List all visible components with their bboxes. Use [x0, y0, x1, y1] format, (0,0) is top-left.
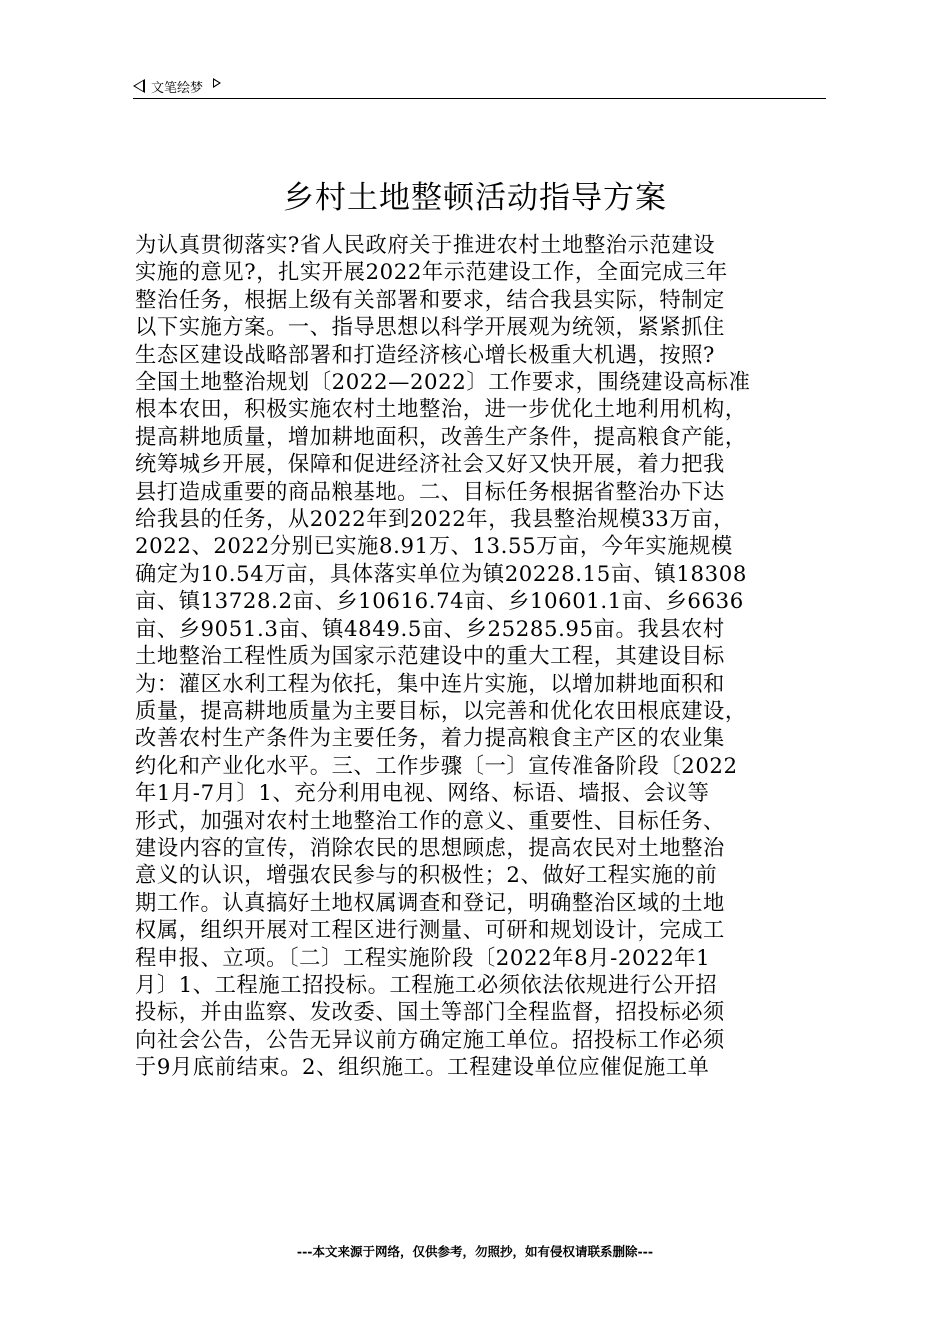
- body-text-line: 建设内容的宣传，消除农民的思想顾虑，提高农民对土地整治: [135, 835, 725, 861]
- body-text-line: 程申报、立项。〔二〕工程实施阶段〔2022年8月-2022年1: [135, 945, 711, 971]
- body-text-line: 亩、乡9051.3亩、镇4849.5亩、乡25285.95亩。我县农村: [135, 616, 725, 642]
- body-text-line: 为认真贯彻落实?省人民政府关于推进农村土地整治示范建设: [135, 233, 716, 258]
- body-text-line: 投标，并由监察、发改委、国土等部门全程监督，招投标必须: [135, 1000, 725, 1026]
- body-text-line: 确定为10.54万亩，具体落实单位为镇20228.15亩、镇18308: [135, 561, 747, 587]
- body-text-line: 亩、镇13728.2亩、乡10616.74亩、乡10601.1亩、乡6636: [135, 589, 744, 615]
- body-text-line: 全国土地整治规划〔2022—2022〕工作要求，围绕建设高标准: [135, 370, 751, 396]
- body-text-line: 提高耕地质量，增加耕地面积，改善生产条件，提高粮食产能，: [135, 424, 747, 450]
- triangle-right-icon: [213, 78, 221, 88]
- body-text-line: 实施的意见?，扎实开展2022年示范建设工作，全面完成三年: [135, 260, 728, 286]
- body-text-line: 县打造成重要的商品粮基地。二、目标任务根据省整治办下达: [135, 479, 725, 505]
- body-text-line: 以下实施方案。一、指导思想以科学开展观为统领，紧紧抓住: [135, 315, 725, 341]
- body-text-line: 给我县的任务，从2022年到2022年，我县整治规模33万亩，: [135, 507, 735, 533]
- body-text-line: 月〕1、工程施工招投标。工程施工必须依法依规进行公开招: [135, 972, 718, 998]
- document-body: [135, 232, 835, 1082]
- body-text-line: 质量，提高耕地质量为主要目标，以完善和优化农田根底建设，: [135, 698, 747, 724]
- body-text-line: 期工作。认真搞好土地权属调查和登记，明确整治区域的土地: [135, 890, 725, 916]
- body-text-line: 于9月底前结束。2、组织施工。工程建设单位应催促施工单: [135, 1055, 710, 1081]
- triangle-left-icon: [133, 79, 145, 93]
- body-text-line: 为：灌区水利工程为依托，集中连片实施，以增加耕地面积和: [135, 671, 725, 697]
- document-title: 乡村土地整顿活动指导方案: [283, 180, 667, 216]
- body-text-line: 改善农村生产条件为主要任务，着力提高粮食主产区的农业集: [135, 726, 725, 752]
- body-text-line: 根本农田，积极实施农村土地整治，进一步优化土地利用机构，: [135, 397, 747, 423]
- body-text-line: 意义的认识，增强农民参与的积极性；2、做好工程实施的前: [135, 863, 718, 889]
- body-text-line: 土地整治工程性质为国家示范建设中的重大工程，其建设目标: [135, 644, 725, 670]
- footer-notice: ---本文来源于网络，仅供参考，勿照抄，如有侵权请联系删除---: [296, 1244, 654, 1259]
- body-text-line: 形式，加强对农村土地整治工作的意义、重要性、目标任务、: [135, 808, 725, 834]
- body-text-line: 年1月-7月〕1、充分利用电视、网络、标语、墙报、会议等: [135, 781, 710, 807]
- body-text-line: 2022、2022分别已实施8.91万、13.55万亩，今年实施规模: [135, 534, 733, 560]
- body-text-line: 整治任务，根据上级有关部署和要求，结合我县实际，特制定: [135, 287, 725, 313]
- header-divider: [133, 98, 826, 99]
- body-text-line: 权属，组织开展对工程区进行测量、可研和规划设计，完成工: [135, 918, 725, 944]
- body-text-line: 约化和产业化水平。三、工作步骤〔一〕宣传准备阶段〔2022: [135, 753, 738, 779]
- body-text-line: 统筹城乡开展，保障和促进经济社会又好又快开展，着力把我: [135, 452, 725, 478]
- header-brand: 文笔绘梦: [151, 80, 204, 96]
- body-text-line: 生态区建设战略部署和打造经济核心增长极重大机遇，按照?: [135, 342, 716, 368]
- body-text-line: 向社会公告，公告无异议前方确定施工单位。招投标工作必须: [135, 1027, 725, 1053]
- page-header: [133, 74, 826, 98]
